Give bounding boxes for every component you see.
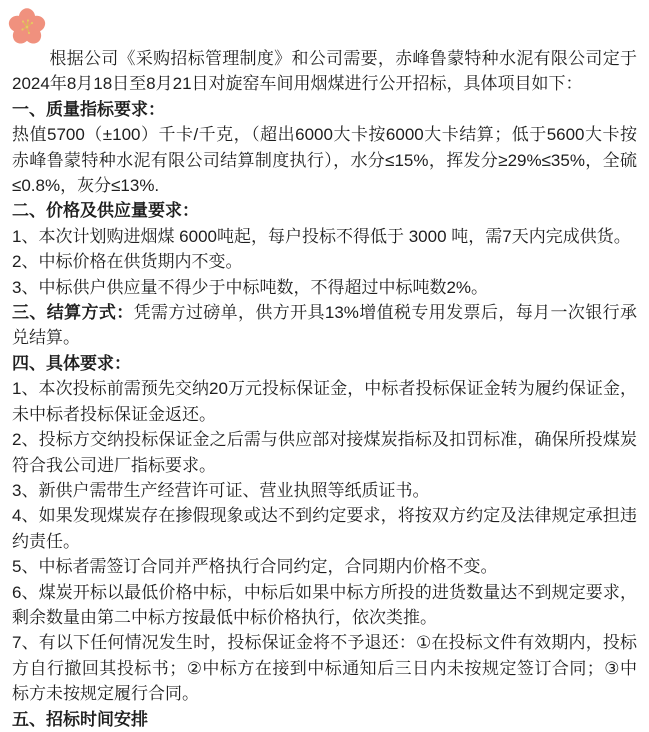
text-segment: 5、中标者需签订合同并严格执行合同约定，合同期内价格不变。	[12, 557, 498, 577]
paragraph	[12, 630, 637, 706]
text-segment: 凭需方过磅单，供方开具13%增值税专用发票后，每月一次银行承兑结算。	[12, 303, 637, 348]
text-segment: 五、招标时间安排	[12, 709, 148, 729]
text-segment: 2、投标方交纳投标保证金之后需与供应部对接煤炭指标及扣罚标准，确保所投煤炭符合我公司进厂指标要求。	[12, 430, 637, 475]
text-segment: 4、如果发现煤炭存在掺假现象或达不到约定要求，将按双方约定及法律规定承担违约责任。	[12, 506, 637, 551]
paragraph	[12, 249, 637, 274]
paragraph	[12, 224, 637, 249]
text-segment: 3、中标供户供应量不得少于中标吨数，不得超过中标吨数2%。	[12, 277, 489, 297]
paragraph	[12, 554, 637, 579]
section-heading	[12, 351, 637, 376]
text-segment: 根据公司《采购招标管理制度》和公司需要，赤峰鲁蒙特种水泥有限公司定于2024年8月18日至8月21日对旋窑车间用烟煤进行公开招标，具体项目如下：	[12, 49, 637, 94]
paragraph	[12, 478, 637, 503]
text-segment: 7、有以下任何情况发生时，投标保证金将不予退还：①在投标文件有效期内，投标方自行撤回其投标书；②中标方在接到中标通知后三日内未按规定签订合同；③中标方未按规定履行合同。	[12, 633, 637, 704]
text-segment: 一、质量指标要求：	[12, 99, 165, 119]
paragraph	[12, 376, 637, 427]
paragraph	[12, 46, 637, 97]
paragraph	[12, 580, 637, 631]
text-segment: 1、本次投标前需预先交纳20万元投标保证金，中标者投标保证金转为履约保证金，未中标者投标保证金返还。	[12, 379, 637, 424]
section-heading	[12, 97, 637, 122]
text-segment: 三、结算方式：	[12, 303, 134, 323]
text-segment: 四、具体要求：	[12, 353, 131, 373]
paragraph	[12, 503, 637, 554]
paragraph	[12, 300, 637, 351]
text-segment: 3、新供户需带生产经营许可证、营业执照等纸质证书。	[12, 480, 430, 500]
section-heading	[12, 198, 637, 223]
text-segment: 6、煤炭开标以最低价格中标，中标后如果中标方所投的进货数量达不到规定要求，剩余数量由第二中标方按最低中标价格执行，依次类推。	[12, 582, 637, 627]
paragraph	[12, 427, 637, 478]
flower-icon	[7, 5, 47, 45]
section-heading	[12, 707, 637, 732]
paragraph	[12, 122, 637, 198]
paragraph	[12, 275, 637, 300]
text-segment: 1、本次计划购进烟煤 6000吨起，每户投标不得低于 3000 吨，需7天内完成供货。	[12, 226, 631, 246]
text-segment: 2、中标价格在供货期内不变。	[12, 252, 243, 272]
text-segment: 热值5700（±100）千卡/千克，（超出6000大卡按6000大卡结算；低于5600大卡按赤峰鲁蒙特种水泥有限公司结算制度执行），水分≤15%，挥发分≥29%≤35%，全硫≤0.8%，灰分≤13%.	[12, 125, 637, 196]
text-segment: 二、价格及供应量要求：	[12, 201, 199, 221]
document-content	[12, 46, 637, 732]
